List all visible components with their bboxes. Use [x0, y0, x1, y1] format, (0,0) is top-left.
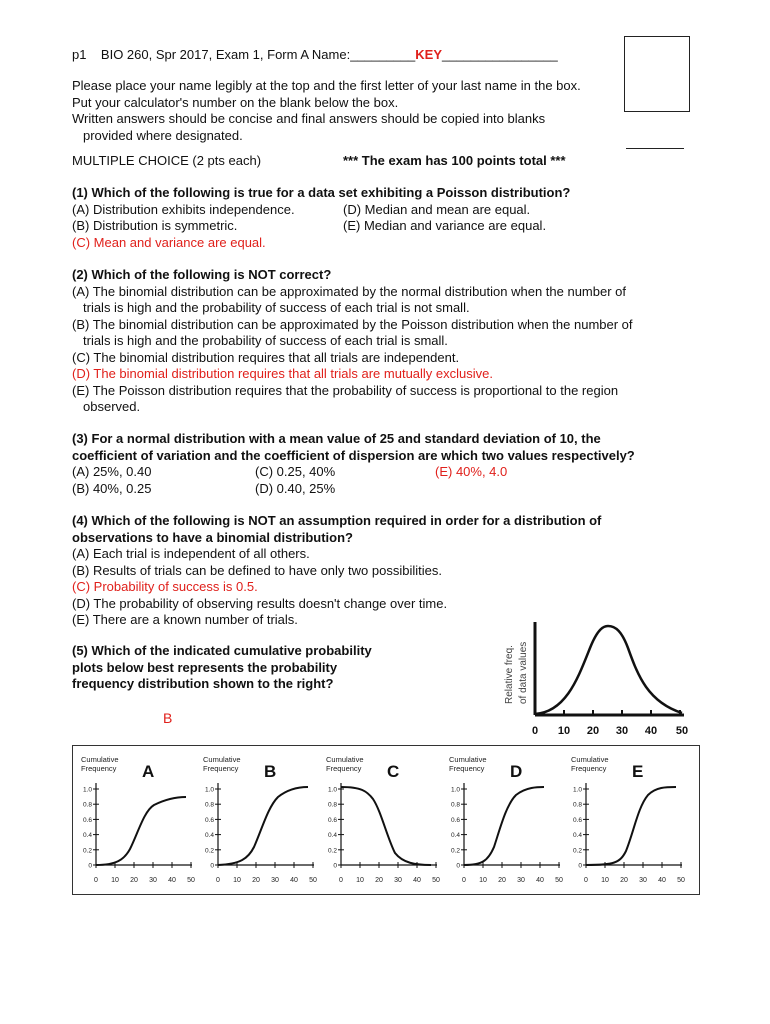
- cum-ytick-label: 0.8: [572, 801, 582, 809]
- q2-option-a: (A) The binomial distribution can be approximated by the normal distribution when the number of: [72, 283, 627, 299]
- cum-ytick-label: 1.0: [450, 786, 460, 794]
- cum-ytick-label: 0.4: [572, 832, 582, 840]
- q1-option-b: (B) Distribution is symmetric.: [72, 218, 238, 233]
- cum-ylabel-1: Cumulative: [203, 755, 241, 764]
- cum-panel-label-D: D: [510, 762, 523, 781]
- frequency-distribution-plot: [498, 618, 704, 744]
- q2-option-b-cont: trials is high and the probability of success of each trial is small.: [83, 333, 448, 348]
- cum-ytick-label: 1.0: [82, 786, 92, 794]
- cum-ytick-label: 0: [210, 862, 214, 870]
- q2-stem: (2) Which of the following is NOT correct?: [72, 267, 332, 282]
- cum-xtick-label: 0: [216, 877, 220, 884]
- cum-xtick-label: 0: [94, 877, 98, 884]
- cum-ytick-label: 0.2: [450, 847, 460, 855]
- cum-panel-label-E: E: [632, 762, 644, 781]
- cum-ytick-label: 0.6: [572, 816, 582, 824]
- cum-ytick-label: 0.4: [450, 832, 460, 840]
- q3-option-b: (B) 40%, 0.25: [72, 481, 152, 496]
- cum-ytick-label: 0.6: [450, 816, 460, 824]
- q4-option-b: (B) Results of trials can be defined to have only two possibilities.: [72, 562, 442, 578]
- cum-panel-label-C: C: [387, 762, 400, 781]
- cum-xtick-label: 20: [130, 877, 138, 884]
- freq-xtick-10: 10: [557, 725, 571, 737]
- cum-curve-E: [586, 787, 676, 865]
- q2-block: [72, 267, 633, 416]
- freq-xtick-50: 50: [675, 725, 689, 737]
- last-initial-box[interactable]: [624, 36, 690, 112]
- cum-xtick-label: 30: [517, 877, 525, 884]
- cum-xtick-label: 40: [536, 877, 544, 884]
- cum-xtick-label: 0: [462, 877, 466, 884]
- q4-option-c: (C) Probability of success is 0.5.: [72, 579, 258, 594]
- cum-xtick-label: 10: [479, 877, 487, 884]
- cum-ylabel-1: Cumulative: [81, 755, 119, 764]
- calculator-number-blank[interactable]: [626, 148, 684, 149]
- q4-stem-line2: observations to have a binomial distribution?: [72, 529, 353, 545]
- instruction-line: Written answers should be concise and final answers should be copied into blanks: [72, 111, 546, 126]
- exam-header: [72, 47, 558, 62]
- q5-stem-line2: plots below best represents the probability: [72, 659, 338, 675]
- q2-option-b: (B) The binomial distribution can be approximated by the Poisson distribution when the number of: [72, 316, 633, 332]
- cum-ytick-label: 0.8: [204, 801, 214, 809]
- cum-xtick-label: 0: [584, 877, 588, 884]
- cum-curve-D: [464, 787, 544, 865]
- q2-option-a-cont: trials is high and the probability of success of each trial is not small.: [83, 300, 470, 315]
- instruction-line: provided where designated.: [83, 127, 243, 143]
- name-blank-right[interactable]: ________________: [442, 47, 558, 62]
- cum-curve-B: [218, 787, 308, 865]
- cum-ytick-label: 1.0: [327, 786, 337, 794]
- q2-option-d: (D) The binomial distribution requires that all trials are mutually exclusive.: [72, 366, 493, 381]
- cum-ylabel-2: Frequency: [449, 764, 485, 773]
- cum-ytick-label: 0.6: [82, 816, 92, 824]
- cum-ylabel-1: Cumulative: [571, 755, 609, 764]
- cum-panel-label-A: A: [142, 762, 155, 781]
- cum-ytick-label: 0.8: [327, 801, 337, 809]
- q3-stem-line2: coefficient of variation and the coefficient of dispersion are which two values respectively?: [72, 447, 635, 463]
- cum-panel-label-B: B: [264, 762, 277, 781]
- freq-bell-curve: [535, 626, 682, 714]
- cum-ytick-label: 0: [88, 862, 92, 870]
- q1-option-e: (E) Median and variance are equal.: [343, 218, 547, 233]
- q1-option-d: (D) Median and mean are equal.: [343, 202, 531, 217]
- q4-option-a: (A) Each trial is independent of all others.: [72, 546, 310, 561]
- key-label: KEY: [415, 47, 443, 62]
- cum-ytick-label: 0: [333, 862, 337, 870]
- q3-stem-line1: (3) For a normal distribution with a mean value of 25 and standard deviation of 10, the: [72, 431, 601, 446]
- cum-xtick-label: 30: [394, 877, 402, 884]
- q2-option-c: (C) The binomial distribution requires that all trials are independent.: [72, 349, 460, 365]
- cum-xtick-label: 20: [375, 877, 383, 884]
- cum-xtick-label: 30: [639, 877, 647, 884]
- freq-ylabel-1: Relative freq.: [504, 645, 515, 704]
- q4-stem-line1: (4) Which of the following is NOT an assumption required in order for a distribution of: [72, 513, 602, 528]
- cum-xtick-label: 50: [677, 877, 685, 884]
- cum-ytick-label: 0.2: [82, 847, 92, 855]
- q3-option-e: (E) 40%, 4.0: [435, 464, 508, 479]
- q5-stem-line3: frequency distribution shown to the right?: [72, 676, 334, 691]
- q2-option-e: (E) The Poisson distribution requires that the probability of success is proportional to the region: [72, 382, 619, 398]
- cum-xtick-label: 40: [658, 877, 666, 884]
- q3-option-d: (D) 0.40, 25%: [255, 481, 336, 496]
- cum-ytick-label: 0: [578, 862, 582, 870]
- course-title: BIO 260, Spr 2017, Exam 1, Form A Name:: [100, 47, 351, 62]
- cum-xtick-label: 50: [555, 877, 563, 884]
- cum-ytick-label: 1.0: [204, 786, 214, 794]
- q5-answer: B: [163, 710, 173, 726]
- cum-xtick-label: 50: [309, 877, 317, 884]
- cum-xtick-label: 10: [601, 877, 609, 884]
- cum-ylabel-2: Frequency: [203, 764, 239, 773]
- cum-xtick-label: 50: [187, 877, 195, 884]
- q2-option-e-cont: observed.: [83, 399, 141, 414]
- cum-ytick-label: 0.2: [204, 847, 214, 855]
- name-blank-left[interactable]: _________: [350, 47, 416, 62]
- cum-ytick-label: 0: [456, 862, 460, 870]
- freq-xtick-40: 40: [644, 725, 658, 737]
- total-points-note: *** The exam has 100 points total ***: [343, 153, 566, 168]
- cum-ytick-label: 0.4: [327, 832, 337, 840]
- cumulative-plots: [72, 745, 700, 895]
- freq-ylabel-2: of data values: [518, 641, 529, 704]
- q1-option-a: (A) Distribution exhibits independence.: [72, 202, 295, 217]
- q1-stem: (1) Which of the following is true for a data set exhibiting a Poisson distribution?: [72, 185, 571, 200]
- cum-xtick-label: 40: [168, 877, 176, 884]
- cum-ytick-label: 0.6: [327, 816, 337, 824]
- cum-xtick-label: 20: [252, 877, 260, 884]
- cum-xtick-label: 0: [339, 877, 343, 884]
- q3-option-a: (A) 25%, 0.40: [72, 464, 152, 479]
- freq-xtick-30: 30: [615, 725, 629, 737]
- cum-ytick-label: 1.0: [572, 786, 582, 794]
- cum-ytick-label: 0.2: [327, 847, 337, 855]
- cum-xtick-label: 40: [413, 877, 421, 884]
- instruction-line: Put your calculator's number on the blank below the box.: [72, 94, 399, 110]
- cum-ylabel-2: Frequency: [571, 764, 607, 773]
- freq-xtick-20: 20: [586, 725, 600, 737]
- cum-xtick-label: 10: [356, 877, 364, 884]
- page-number: p1: [72, 47, 87, 62]
- cum-xtick-label: 20: [498, 877, 506, 884]
- q3-option-c: (C) 0.25, 40%: [255, 464, 336, 479]
- cum-xtick-label: 10: [233, 877, 241, 884]
- cum-ytick-label: 0.4: [82, 832, 92, 840]
- cum-ytick-label: 0.4: [204, 832, 214, 840]
- instruction-line: Please place your name legibly at the top and the first letter of your last name in the box.: [72, 78, 581, 93]
- cum-xtick-label: 20: [620, 877, 628, 884]
- q4-option-d: (D) The probability of observing results doesn't change over time.: [72, 595, 448, 611]
- cum-ytick-label: 0.6: [204, 816, 214, 824]
- cum-curve-A: [96, 797, 186, 865]
- q4-block: [72, 513, 601, 629]
- cum-ylabel-1: Cumulative: [449, 755, 487, 764]
- cum-ylabel-2: Frequency: [326, 764, 362, 773]
- multiple-choice-label: MULTIPLE CHOICE (2 pts each): [72, 153, 262, 168]
- q5-stem: [72, 643, 372, 693]
- q1-option-c: (C) Mean and variance are equal.: [72, 235, 266, 250]
- freq-xtick-0: 0: [531, 725, 539, 737]
- cum-ylabel-2: Frequency: [81, 764, 117, 773]
- cum-xtick-label: 50: [432, 877, 440, 884]
- cum-ytick-label: 0.2: [572, 847, 582, 855]
- instructions: [72, 78, 581, 144]
- cum-xtick-label: 10: [111, 877, 119, 884]
- cum-xtick-label: 30: [149, 877, 157, 884]
- q3-stem: [72, 431, 635, 464]
- cum-ytick-label: 0.8: [82, 801, 92, 809]
- q5-stem-line1: (5) Which of the indicated cumulative probability: [72, 643, 372, 658]
- cum-curve-C: [341, 787, 431, 865]
- cum-xtick-label: 30: [271, 877, 279, 884]
- cum-ylabel-1: Cumulative: [326, 755, 364, 764]
- cum-xtick-label: 40: [290, 877, 298, 884]
- q4-option-e: (E) There are a known number of trials.: [72, 612, 298, 627]
- cum-ytick-label: 0.8: [450, 801, 460, 809]
